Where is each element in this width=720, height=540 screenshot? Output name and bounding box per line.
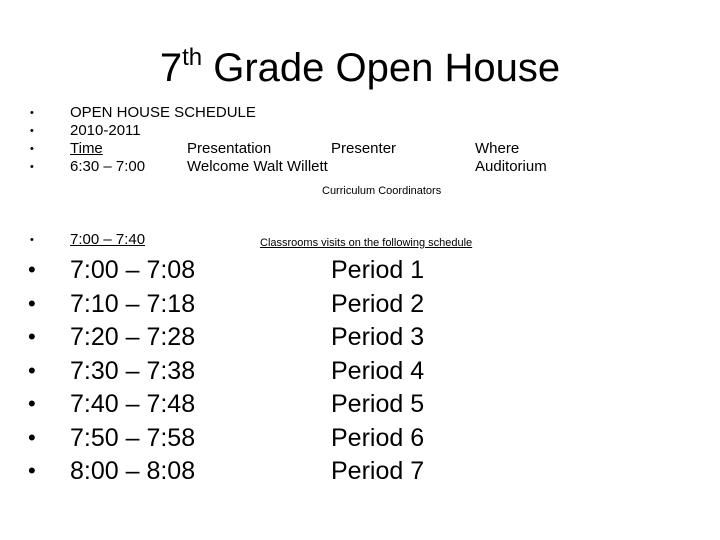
bullet: •	[28, 324, 36, 349]
period-name: Period 2	[331, 289, 425, 318]
period-time: 7:10 – 7:18	[70, 289, 196, 318]
coordinators-note: Curriculum Coordinators	[322, 185, 442, 197]
row-presentation: Welcome Walt Willett	[187, 158, 328, 175]
page-title	[0, 38, 720, 98]
col-time: Time	[70, 140, 103, 157]
bullet: •	[28, 424, 36, 450]
period-name: Period 7	[331, 457, 425, 485]
period-time: 7:20 – 7:28	[70, 323, 196, 351]
row-where: Auditorium	[475, 158, 547, 175]
bullet: •	[28, 257, 36, 282]
title-superscript: th	[182, 44, 203, 71]
col-where: Where	[475, 140, 520, 157]
schedule-heading: OPEN HOUSE SCHEDULE	[70, 104, 256, 121]
period-name: Period 1	[331, 256, 425, 284]
col-presentation: Presentation	[187, 140, 272, 157]
period-time: 7:30 – 7:38	[70, 356, 196, 385]
title-text: Grade Open House	[202, 46, 561, 90]
period-name: Period 6	[331, 423, 425, 452]
bullet: •	[30, 107, 34, 119]
bullet: •	[28, 290, 36, 316]
bullet: •	[30, 143, 34, 155]
period-name: Period 5	[331, 390, 425, 418]
row-time: 6:30 – 7:00	[70, 158, 146, 175]
bullet: •	[30, 125, 34, 137]
title-number: 7	[159, 46, 183, 90]
period-name: Period 3	[331, 323, 425, 351]
visits-time: 7:00 – 7:40	[70, 231, 146, 248]
header-row	[70, 140, 474, 158]
col-presenter: Presenter	[331, 140, 397, 157]
period-time: 7:50 – 7:58	[70, 423, 196, 452]
bullet: •	[28, 458, 36, 483]
bullet: •	[30, 234, 34, 246]
visits-note: Classrooms visits on the following schedule	[260, 237, 473, 249]
period-name: Period 4	[331, 356, 425, 385]
period-time: 8:00 – 8:08	[70, 457, 196, 485]
bullet: •	[28, 391, 36, 416]
school-year: 2010-2011	[70, 122, 141, 139]
period-time: 7:40 – 7:48	[70, 390, 196, 418]
period-time: 7:00 – 7:08	[70, 256, 196, 284]
bullet: •	[28, 357, 36, 383]
bullet: •	[30, 161, 34, 173]
